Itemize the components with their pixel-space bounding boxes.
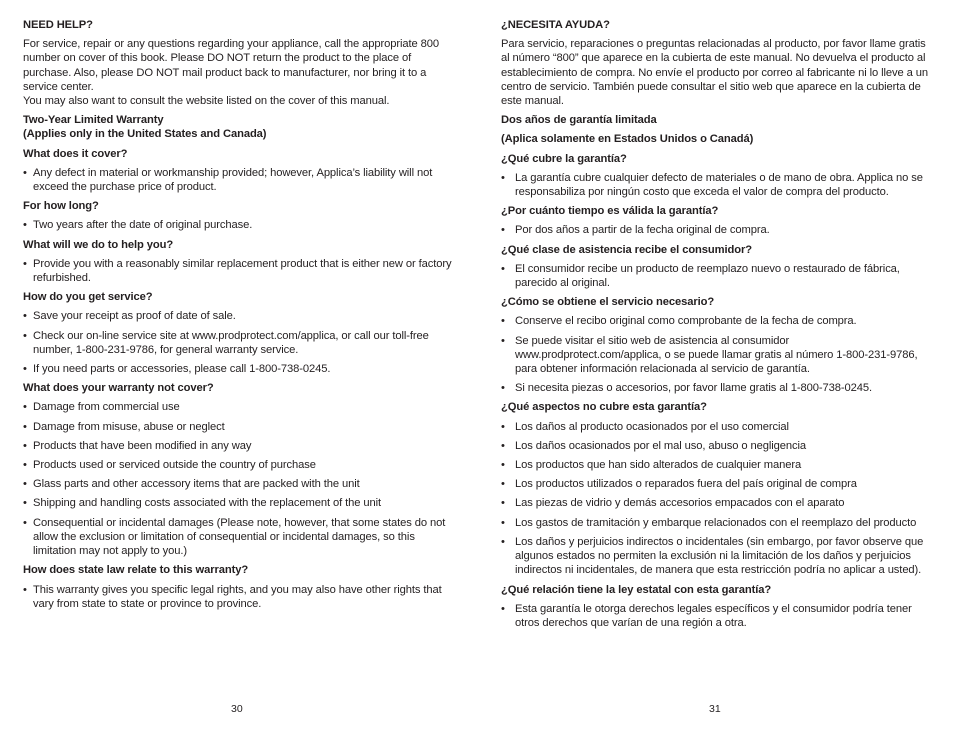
not-cover-list (501, 420, 933, 578)
list-item: • Los daños y perjuicios indirectos o incidentales (sin embargo, por favor observe que algunos estados no permiten la exclusión ni la limitación de los daños y perjuicios indirectos ni incidentales, de manera que esta restricción podría no aplicar a usted). (501, 535, 933, 578)
state-law-question: How does state law relate to this warranty? (23, 564, 249, 577)
help-list (501, 262, 933, 290)
list-item: • Products that have been modified in any way (23, 439, 455, 453)
list-item: • Damage from misuse, abuse or neglect (23, 420, 455, 434)
list-item: • Save your receipt as proof of date of sale. (23, 309, 455, 323)
how-long-question: ¿Por cuánto tiempo es válida la garantía? (501, 205, 719, 218)
need-help-text: For service, repair or any questions regarding your appliance, call the appropriate 800 number on cover of this book. Please DO NOT return the product to the place of purchase. Also, please DO NOT mail product back to manufacturer, nor bring it to a service center. (23, 38, 440, 93)
warranty-title: Two-Year Limited Warranty (23, 114, 164, 127)
list-item: • Si necesita piezas o accesorios, por favor llame gratis al 1-800-738-0245. (501, 381, 933, 395)
help-list (23, 257, 455, 285)
warranty-subtitle: (Applies only in the United States and Canada) (23, 128, 267, 141)
website-note: You may also want to consult the website listed on the cover of this manual. (23, 95, 390, 108)
list-item: • Las piezas de vidrio y demás accesorios empacados con el aparato (501, 496, 933, 510)
list-item: • Conserve el recibo original como comprobante de la fecha de compra. (501, 314, 933, 328)
list-item: • Se puede visitar el sitio web de asistencia al consumidor www.prodprotect.com/applica, o se puede llamar gratis al número 1-800-231-9786, para obtener información relacionada al servicio de garantía. (501, 334, 933, 377)
warranty-subtitle: (Aplica solamente en Estados Unidos o Canadá) (501, 133, 754, 146)
list-item: • Two years after the date of original purchase. (23, 218, 455, 232)
list-item: • Los daños al producto ocasionados por el uso comercial (501, 420, 933, 434)
list-item: • Glass parts and other accessory items that are packed with the unit (23, 477, 455, 491)
list-item: • If you need parts or accessories, please call 1-800-738-0245. (23, 362, 455, 376)
english-page (23, 18, 455, 616)
list-item: • Esta garantía le otorga derechos legales específicos y el consumidor podría tener otros derechos que varían de una región a otra. (501, 602, 933, 630)
service-question: How do you get service? (23, 291, 153, 304)
cover-question: What does it cover? (23, 147, 128, 160)
spanish-page (501, 18, 933, 635)
list-item: • Products used or serviced outside the country of purchase (23, 458, 455, 472)
not-cover-list (23, 400, 455, 558)
page-number-right: 31 (709, 703, 721, 715)
service-list (23, 309, 455, 376)
list-item: • Por dos años a partir de la fecha original de compra. (501, 223, 933, 237)
list-item: • Los productos que han sido alterados de cualquier manera (501, 458, 933, 472)
list-item: • Los daños ocasionados por el mal uso, abuso o negligencia (501, 439, 933, 453)
help-question: ¿Qué clase de asistencia recibe el consumidor? (501, 243, 752, 256)
list-item: • Damage from commercial use (23, 400, 455, 414)
list-item: • Any defect in material or workmanship provided; however, Applica’s liability will not exceed the purchase price of product. (23, 166, 455, 194)
page-number-left: 30 (231, 703, 243, 715)
not-cover-question: What does your warranty not cover? (23, 382, 214, 395)
list-item: • This warranty gives you specific legal rights, and you may also have other rights that vary from state to state or province to province. (23, 583, 455, 611)
list-item: • Consequential or incidental damages (Please note, however, that some states do not allow the exclusion or limitation of consequential or incidental damages, so this limitation may not apply to you.) (23, 516, 455, 559)
need-help-text: Para servicio, reparaciones o preguntas relacionadas al producto, por favor llame gratis al número “800” que aparece en la cubierta de este manual. No devuelva el producto al establecimiento de compra. No envíe el producto por correo al fabricante ni lo lleve a un centro de servicio. También puede consultar el sitio web que aparece en la cubierta de este manual. (501, 38, 929, 108)
cover-list (501, 171, 933, 199)
list-item: • La garantía cubre cualquier defecto de materiales o de mano de obra. Applica no se responsabiliza por ningún costo que exceda el valor de compra del producto. (501, 171, 933, 199)
service-question: ¿Cómo se obtiene el servicio necesario? (501, 296, 715, 309)
need-help-heading: ¿NECESITA AYUDA? (501, 19, 610, 31)
help-question: What will we do to help you? (23, 238, 174, 251)
list-item: • Los gastos de tramitación y embarque relacionados con el reemplazo del producto (501, 516, 933, 530)
how-long-question: For how long? (23, 200, 99, 213)
not-cover-question: ¿Qué aspectos no cubre esta garantía? (501, 401, 707, 414)
list-item: • Check our on-line service site at www.prodprotect.com/applica, or call our toll-free number, 1-800-231-9786, for general warranty service. (23, 329, 455, 357)
list-item: • Shipping and handling costs associated with the replacement of the unit (23, 496, 455, 510)
cover-list (23, 166, 455, 194)
state-law-list (23, 583, 455, 611)
how-long-list (501, 223, 933, 237)
cover-question: ¿Qué cubre la garantía? (501, 152, 627, 165)
list-item: • El consumidor recibe un producto de reemplazo nuevo o restaurado de fábrica, parecido al original. (501, 262, 933, 290)
state-law-list (501, 602, 933, 630)
how-long-list (23, 218, 455, 232)
service-list (501, 314, 933, 395)
warranty-title: Dos años de garantía limitada (501, 114, 657, 127)
list-item: • Provide you with a reasonably similar replacement product that is either new or factory refurbished. (23, 257, 455, 285)
state-law-question: ¿Qué relación tiene la ley estatal con esta garantía? (501, 583, 772, 596)
need-help-heading: NEED HELP? (23, 19, 93, 31)
list-item: • Los productos utilizados o reparados fuera del país original de compra (501, 477, 933, 491)
